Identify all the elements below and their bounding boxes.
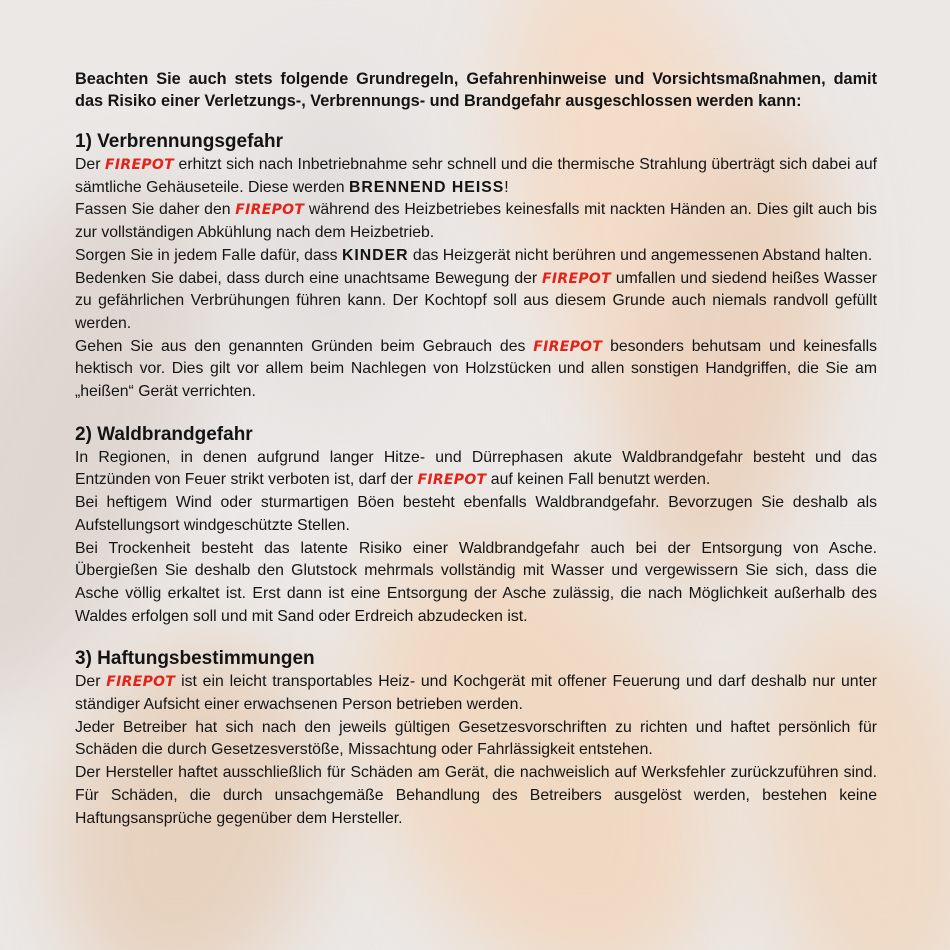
warning-text: KINDER	[341, 246, 409, 264]
firepot-logo: FIREPOT	[106, 674, 176, 691]
section-forest-fire-hazard	[75, 423, 877, 629]
paragraph: Der Hersteller haftet ausschließlich für Schäden am Gerät, die nachweislich auf Werksfehler zurückzuführen sind. Für Schäden, die durch unsachgemäße Behandlung des Betreibers ausgelöst werden, bestehen keine Haftungsansprüche gegenüber dem Hersteller.	[75, 764, 877, 827]
paragraph: Der FIREPOT erhitzt sich nach Inbetriebnahme sehr schnell und die thermische Strahlung überträgt sich dabei auf sämtliche Gehäuseteile. Diese werden BRENNEND HEISS!	[75, 156, 878, 196]
section-burn-hazard	[75, 130, 877, 404]
safety-instructions	[75, 68, 877, 849]
section-title: 3) Haftungsbestimmungen	[75, 648, 315, 670]
firepot-logo: FIREPOT	[542, 270, 611, 287]
firepot-logo: FIREPOT	[105, 157, 174, 173]
paragraph: Sorgen Sie in jedem Falle dafür, dass KINDER das Heizgerät nicht berühren und angemessenen Abstand halten.	[75, 246, 873, 264]
paragraph: Jeder Betreiber hat sich nach den jeweils gültigen Gesetzesvorschriften zu richten und haftet persönlich für Schäden die durch Gesetzesverstöße, Missachtung oder Fahrlässigkeit entstehen.	[75, 718, 877, 759]
paragraph: Bei Trockenheit besteht das latente Risiko einer Waldbrandgefahr auch bei der Entsorgung von Asche. Übergießen Sie deshalb den Glutstock mehrmals vollständig mit Wasser und vergewissern Sie sich, dass die Asche völlig erkaltet ist. Erst dann ist eine Entsorgung der Asche zulässig, die nach Möglichkeit außerhalb des Waldes erfolgen soll und mit Sand oder Erdreich abzudecken ist.	[75, 539, 877, 625]
paragraph: Der FIREPOT ist ein leicht transportables Heiz- und Kochgerät mit offener Feuerung und darf deshalb nur unter ständiger Aufsicht einer erwachsenen Person betrieben werden.	[75, 673, 878, 714]
section-liability	[75, 647, 877, 830]
paragraph: Fassen Sie daher den FIREPOT während des Heizbetriebes keinesfalls mit nackten Händen an. Dies gilt auch bis zur vollständigen Abkühlung nach dem Heizbetrieb.	[75, 201, 878, 242]
warning-text: BRENNEND HEISS	[348, 178, 505, 196]
paragraph: In Regionen, in denen aufgrund langer Hitze- und Dürrephasen akute Waldbrandgefahr besteht und das Entzünden von Feuer strikt verboten ist, darf der FIREPOT auf keinen Fall benutzt werden.	[75, 448, 877, 489]
section-title: 1) Verbrennungsgefahr	[75, 131, 283, 152]
paragraph: Bei heftigem Wind oder sturmartigen Böen besteht ebenfalls Waldbrandgefahr. Bevorzugen Sie deshalb als Aufstellungsort windgeschützte Stellen.	[75, 494, 877, 534]
paragraph: Bedenken Sie dabei, dass durch eine unachtsame Bewegung der FIREPOT umfallen und siedend heißes Wasser zu gefährlichen Verbrühungen führen kann. Der Kochtopf soll aus diesem Grunde auch niemals randvoll gefüllt werden.	[75, 269, 877, 332]
section-title: 2) Waldbrandgefahr	[75, 423, 253, 445]
firepot-logo: FIREPOT	[235, 202, 305, 219]
firepot-logo: FIREPOT	[417, 472, 487, 489]
intro-text: Beachten Sie auch stets folgende Grundregeln, Gefahrenhinweise und Vorsichtsmaßnahmen, damit das Risiko einer Verletzungs-, Verbrennungs- und Brandgefahr ausgeschlossen werden kann:	[75, 70, 877, 110]
firepot-logo: FIREPOT	[533, 338, 603, 355]
paragraph: Gehen Sie aus den genannten Gründen beim Gebrauch des FIREPOT besonders behutsam und keinesfalls hektisch vor. Dies gilt vor allem beim Nachlegen von Holzstücken und allen sonstigen Handgriffen, die Sie am „heißen“ Gerät verrichten.	[75, 337, 878, 401]
